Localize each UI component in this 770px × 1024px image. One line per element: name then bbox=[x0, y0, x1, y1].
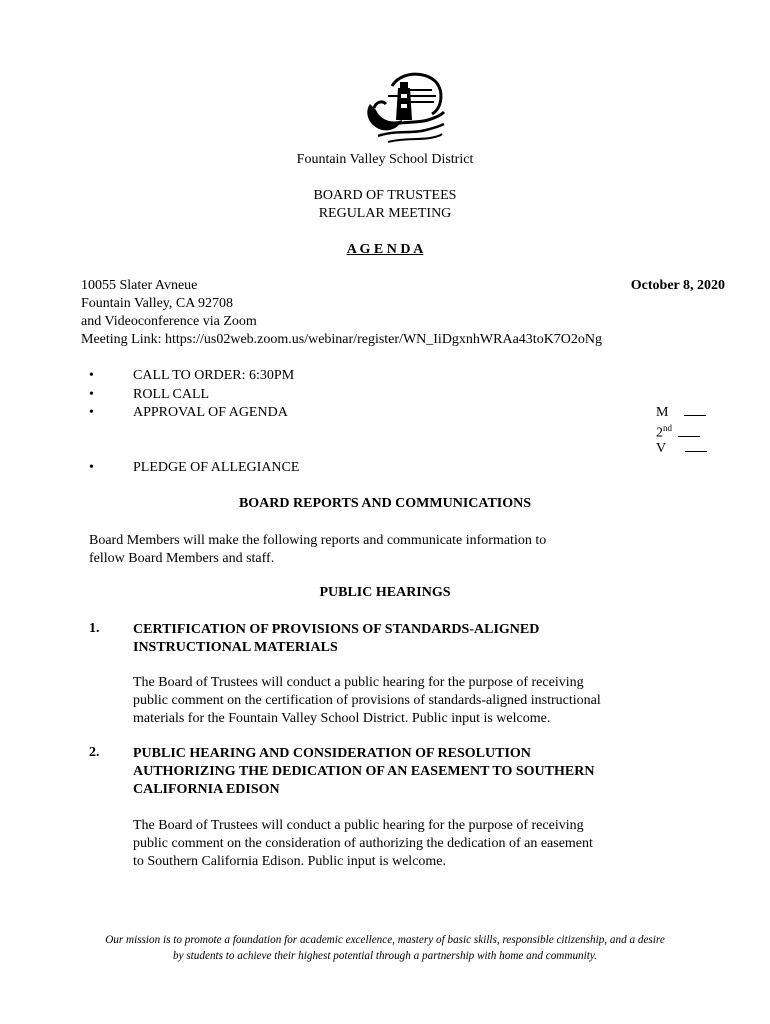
item-1-number: 1. bbox=[89, 621, 100, 636]
item-2-title-line1: PUBLIC HEARING AND CONSIDERATION OF RESOLUTION bbox=[133, 746, 531, 761]
address-line3: and Videoconference via Zoom bbox=[81, 314, 257, 329]
address-line2: Fountain Valley, CA 92708 bbox=[81, 296, 234, 311]
meeting-link[interactable]: Meeting Link: https://us02web.zoom.us/webinar/register/WN_IiDgxnhWRAa43toK7O2oNg bbox=[81, 332, 603, 347]
motion-blank[interactable] bbox=[684, 405, 706, 416]
item-1-title bbox=[133, 621, 539, 657]
motion-label: M bbox=[656, 405, 669, 420]
bullet-icon: • bbox=[89, 460, 94, 475]
district-name: Fountain Valley School District bbox=[296, 152, 474, 167]
lighthouse-logo-icon bbox=[362, 68, 448, 148]
bullet-pledge: PLEDGE OF ALLEGIANCE bbox=[133, 460, 300, 475]
item-2-title-line3: CALIFORNIA EDISON bbox=[133, 782, 280, 797]
meeting-date: October 8, 2020 bbox=[630, 278, 725, 293]
vote-label: V bbox=[656, 441, 667, 456]
item-1-body-line2: public comment on the certification of provisions of standards-aligned instructional bbox=[133, 693, 601, 708]
vote-blank[interactable] bbox=[685, 441, 707, 452]
agenda-title: A G E N D A bbox=[346, 242, 424, 257]
bullet-approval-of-agenda: APPROVAL OF AGENDA bbox=[133, 405, 288, 420]
item-2-title bbox=[133, 745, 594, 799]
item-1-body-line1: The Board of Trustees will conduct a public hearing for the purpose of receiving bbox=[133, 675, 584, 690]
board-title: BOARD OF TRUSTEES bbox=[313, 188, 457, 203]
board-reports-text-line1: Board Members will make the following reports and communicate information to bbox=[89, 533, 547, 548]
item-2-body-line3: to Southern California Edison. Public input is welcome. bbox=[133, 854, 447, 869]
second-blank[interactable] bbox=[678, 426, 700, 437]
item-2-body-line2: public comment on the consideration of authorizing the dedication of an easement bbox=[133, 836, 593, 851]
board-reports-text bbox=[89, 532, 546, 568]
mission-line1: Our mission is to promote a foundation for academic excellence, mastery of basic skills, responsible citizenship, and a desire bbox=[105, 934, 665, 946]
board-reports-text-line2: fellow Board Members and staff. bbox=[89, 551, 275, 566]
second-superscript: nd bbox=[663, 423, 672, 433]
vote-block bbox=[656, 405, 707, 459]
bullet-icon: • bbox=[89, 368, 94, 383]
second-label: 2 bbox=[656, 425, 663, 441]
item-2-body bbox=[133, 817, 593, 871]
bullet-roll-call: ROLL CALL bbox=[133, 387, 210, 402]
bullet-call-to-order: CALL TO ORDER: 6:30PM bbox=[133, 368, 295, 383]
item-2-title-line2: AUTHORIZING THE DEDICATION OF AN EASEMENT TO SOUTHERN bbox=[133, 764, 595, 779]
item-1-body bbox=[133, 674, 601, 728]
item-1-body-line3: materials for the Fountain Valley School District. Public input is welcome. bbox=[133, 711, 551, 726]
item-1-title-line1: CERTIFICATION OF PROVISIONS OF STANDARDS-ALIGNED bbox=[133, 622, 540, 637]
bullet-icon: • bbox=[89, 405, 94, 420]
address-line1: 10055 Slater Avneue bbox=[81, 278, 198, 293]
bullet-icon: • bbox=[89, 387, 94, 402]
item-2-body-line1: The Board of Trustees will conduct a public hearing for the purpose of receiving bbox=[133, 818, 584, 833]
item-2-number: 2. bbox=[89, 745, 100, 760]
mission-statement bbox=[0, 932, 770, 964]
item-1-title-line2: INSTRUCTIONAL MATERIALS bbox=[133, 640, 338, 655]
board-reports-heading: BOARD REPORTS AND COMMUNICATIONS bbox=[238, 496, 532, 511]
meeting-type: REGULAR MEETING bbox=[318, 206, 452, 221]
mission-line2: by students to achieve their highest potential through a partnership with home and community. bbox=[172, 950, 598, 962]
public-hearings-heading: PUBLIC HEARINGS bbox=[319, 585, 451, 600]
